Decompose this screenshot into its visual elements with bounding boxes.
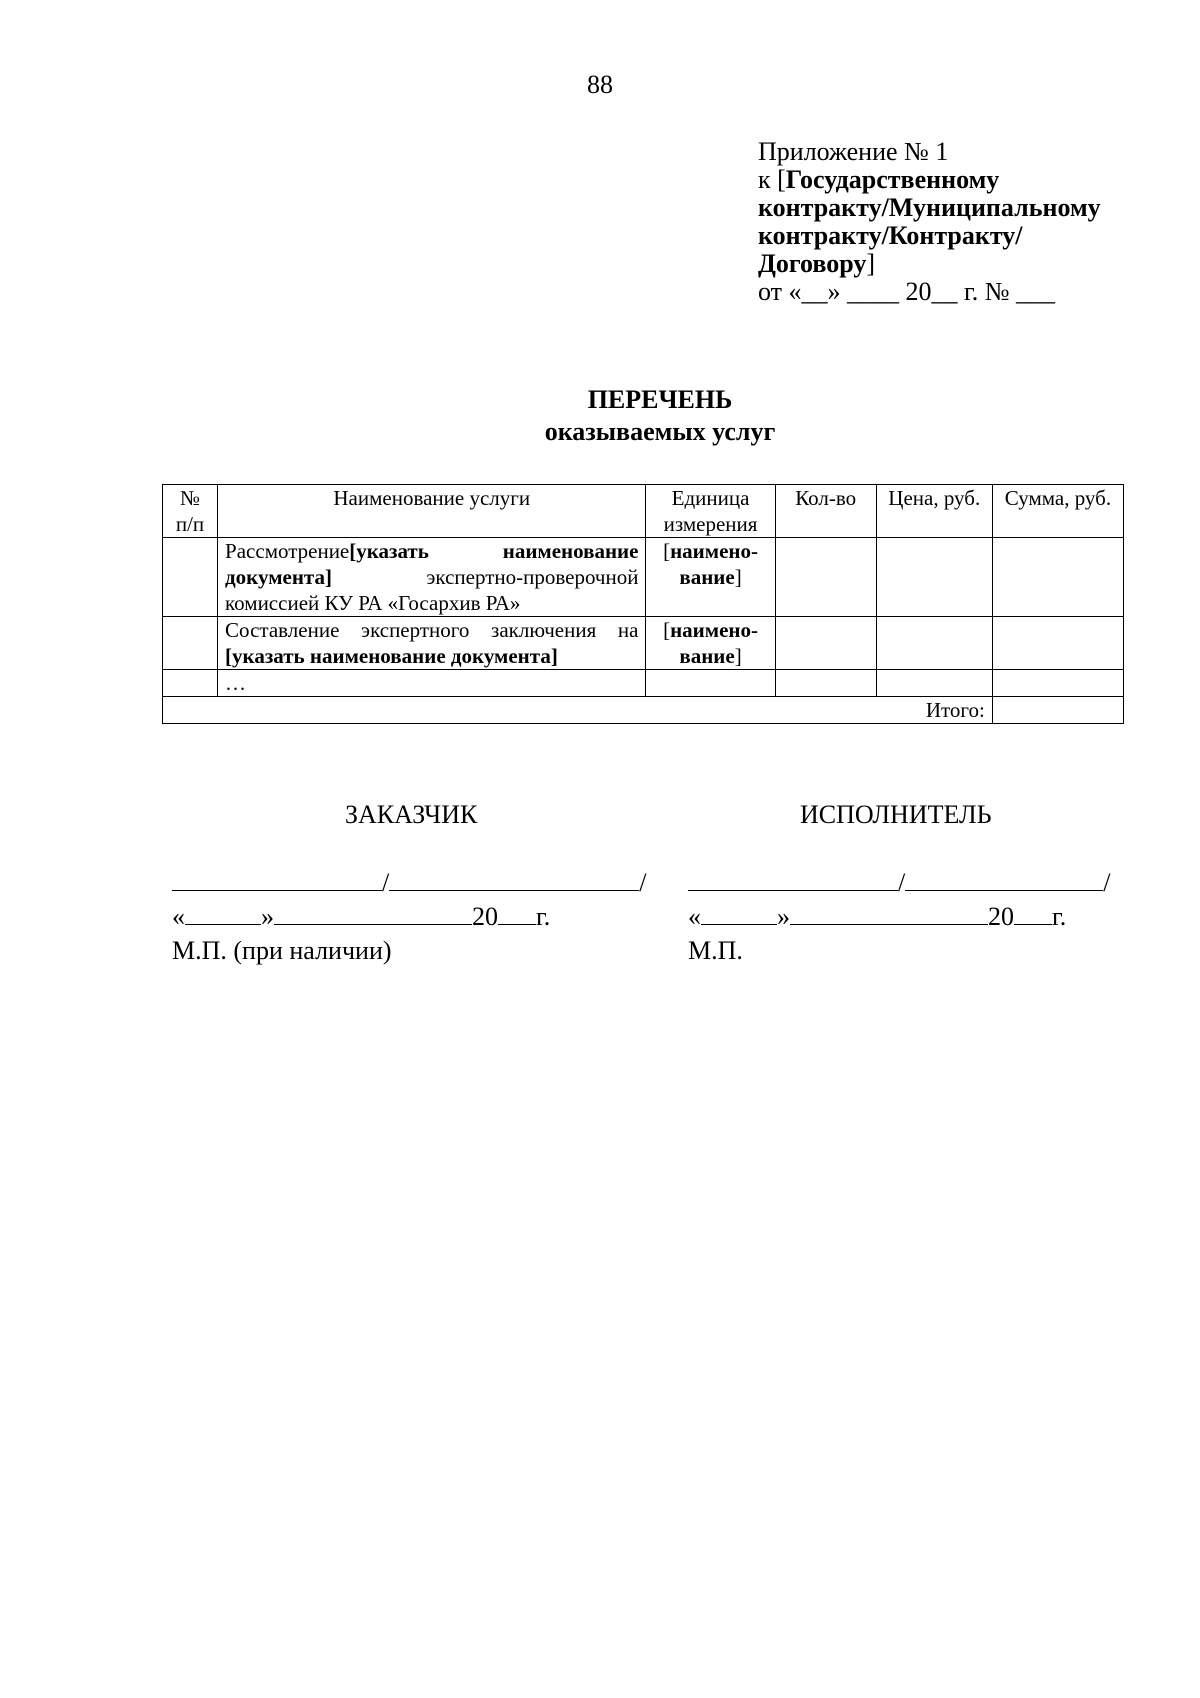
appendix-line-1: Приложение № 1	[758, 137, 949, 166]
price-cell	[876, 538, 992, 617]
customer-stamp: М.П. (при наличии)	[172, 936, 392, 965]
header-num: № п/п	[163, 485, 218, 538]
unit-cell: [наимено-вание]	[646, 538, 775, 617]
title-line-1: ПЕРЕЧЕНЬ	[587, 385, 733, 414]
appendix-header	[758, 138, 1158, 306]
day-blank	[185, 900, 261, 925]
qty-cell	[775, 670, 876, 697]
sum-cell	[992, 617, 1123, 670]
unit-cell	[646, 670, 775, 697]
contractor-signature-block	[688, 866, 1110, 968]
appendix-date-line: от «__» ____ 20__ г. № ___	[758, 277, 1056, 306]
signature-blank	[172, 866, 382, 891]
year-blank	[498, 900, 536, 925]
appendix-line-5: Договору]	[758, 249, 876, 278]
appendix-line-4: контракту/Контракту/	[758, 221, 1023, 250]
header-sum: Сумма, руб.	[992, 485, 1123, 538]
signature-line: / /	[688, 866, 1110, 900]
qty-cell	[775, 617, 876, 670]
total-sum-cell	[992, 697, 1123, 724]
day-blank	[701, 900, 777, 925]
service-name-cell: …	[218, 670, 646, 697]
contractor-label: ИСПОЛНИТЕЛЬ	[800, 800, 992, 829]
header-price: Цена, руб.	[876, 485, 992, 538]
row-num-cell	[163, 670, 218, 697]
table-row	[163, 670, 1124, 697]
service-name-cell: Составление экспертного заключения на [указать наименование документа]	[218, 617, 646, 670]
services-table	[162, 484, 1124, 724]
table-row	[163, 617, 1124, 670]
row-num-cell	[163, 617, 218, 670]
customer-label: ЗАКАЗЧИК	[345, 800, 478, 829]
appendix-line-3: контракту/Муниципальному	[758, 193, 1101, 222]
service-name-cell: Рассмотрение[указать наименование документа] экспертно-проверочной комиссией КУ РА «Госархив РА»	[218, 538, 646, 617]
date-line: « » 20 г.	[688, 902, 1067, 931]
header-unit: Единица измерения	[646, 485, 775, 538]
title-line-2: оказываемых услуг	[544, 417, 776, 446]
sum-cell	[992, 538, 1123, 617]
table-header-row	[163, 485, 1124, 538]
page-number: 88	[587, 70, 613, 99]
total-label: Итого:	[163, 697, 993, 724]
signature-line: / /	[172, 866, 646, 900]
header-name: Наименование услуги	[218, 485, 646, 538]
month-blank	[790, 900, 988, 925]
unit-cell: [наимено-вание]	[646, 617, 775, 670]
header-qty: Кол-во	[775, 485, 876, 538]
row-num-cell	[163, 538, 218, 617]
table-row	[163, 538, 1124, 617]
sum-cell	[992, 670, 1123, 697]
total-row	[163, 697, 1124, 724]
year-blank	[1014, 900, 1052, 925]
date-line: « » 20 г.	[172, 902, 551, 931]
name-blank	[905, 866, 1103, 891]
month-blank	[274, 900, 472, 925]
appendix-line-2: к [Государственному	[758, 165, 1000, 194]
price-cell	[876, 670, 992, 697]
customer-signature-block	[172, 866, 646, 968]
name-blank	[389, 866, 639, 891]
qty-cell	[775, 538, 876, 617]
price-cell	[876, 617, 992, 670]
document-title	[0, 384, 1200, 448]
contractor-stamp: М.П.	[688, 936, 743, 965]
signature-blank	[688, 866, 898, 891]
